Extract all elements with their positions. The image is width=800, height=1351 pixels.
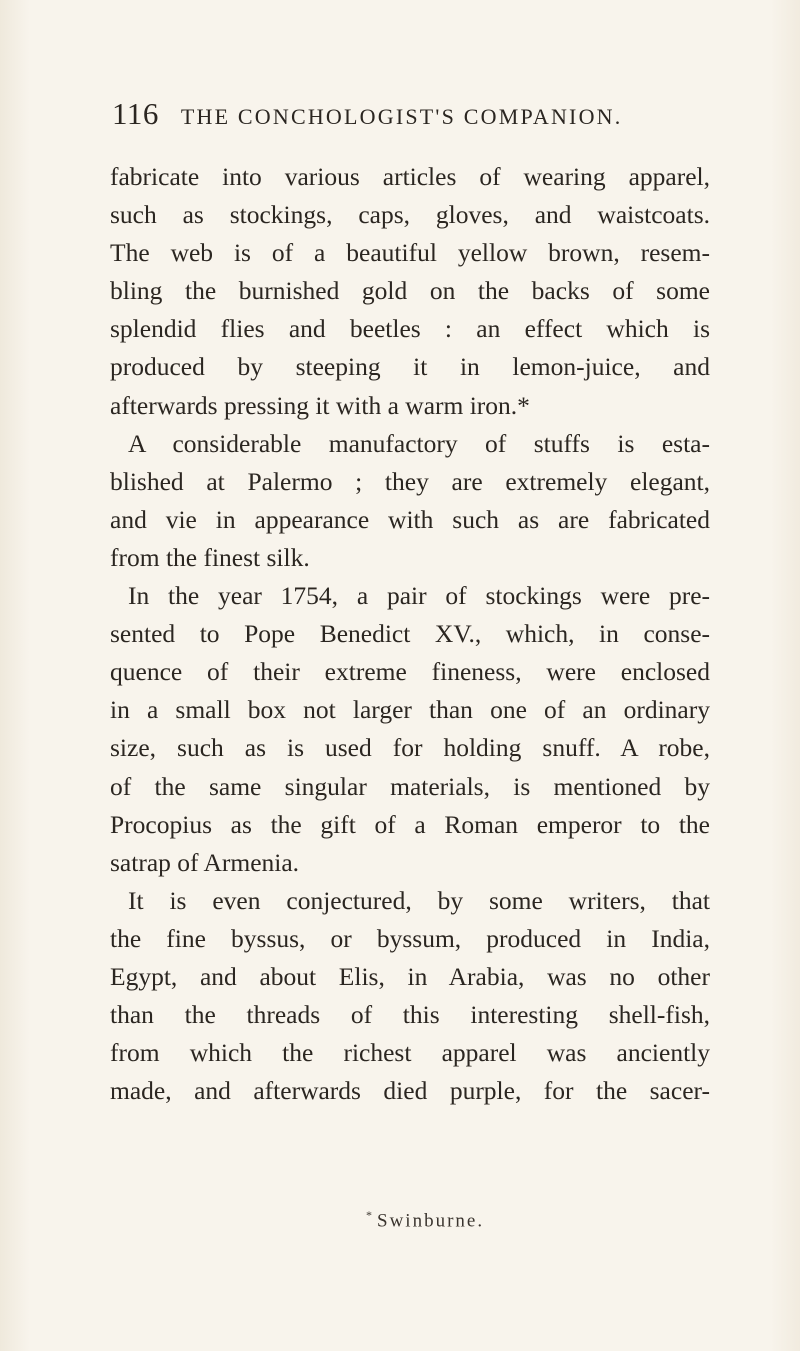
text-line: and vie in appearance with such as are fabricated	[110, 504, 710, 534]
footnote	[366, 1208, 484, 1232]
text-line: splendid flies and beetles : an effect which is	[110, 314, 710, 344]
text-line: A considerable manufactory of stuffs is esta-	[128, 428, 710, 458]
text-line: such as stockings, caps, gloves, and waistcoats.	[110, 200, 710, 230]
body-text	[110, 158, 710, 1110]
footnote-marker: *	[366, 1208, 374, 1222]
text-line: of the same singular materials, is mentioned by	[110, 771, 710, 801]
footnote-text: Swinburne.	[377, 1210, 485, 1232]
text-line: from the finest silk.	[110, 542, 310, 572]
text-line: quence of their extreme fineness, were enclosed	[110, 657, 710, 687]
text-line: size, such as is used for holding snuff. A robe,	[110, 733, 710, 763]
page-number: 116	[112, 96, 159, 131]
text-line: In the year 1754, a pair of stockings were pre-	[128, 581, 710, 611]
text-line: made, and afterwards died purple, for the sacer-	[110, 1076, 710, 1106]
text-line: bling the burnished gold on the backs of some	[110, 276, 710, 306]
text-line: sented to Pope Benedict XV., which, in conse-	[110, 619, 710, 649]
text-line: Egypt, and about Elis, in Arabia, was no other	[110, 961, 710, 991]
running-title: THE CONCHOLOGIST'S COMPANION.	[180, 104, 623, 129]
text-line: fabricate into various articles of wearing apparel,	[110, 162, 710, 191]
text-line: The web is of a beautiful yellow brown, resem-	[110, 238, 710, 268]
text-line: from which the richest apparel was anciently	[110, 1038, 710, 1068]
text-line: than the threads of this interesting shell-fish,	[110, 1000, 710, 1030]
text-line: satrap of Armenia.	[110, 847, 300, 877]
running-head	[112, 96, 732, 140]
text-line: the fine byssus, or byssum, produced in India,	[110, 923, 710, 953]
text-line: blished at Palermo ; they are extremely elegant,	[110, 466, 710, 496]
text-line: Procopius as the gift of a Roman emperor to the	[110, 809, 710, 839]
text-line: afterwards pressing it with a warm iron.*	[110, 390, 530, 420]
text-line: produced by steeping it in lemon-juice, and	[110, 352, 710, 382]
text-line: It is even conjectured, by some writers, that	[128, 885, 710, 915]
text-line: in a small box not larger than one of an ordinary	[110, 695, 710, 725]
